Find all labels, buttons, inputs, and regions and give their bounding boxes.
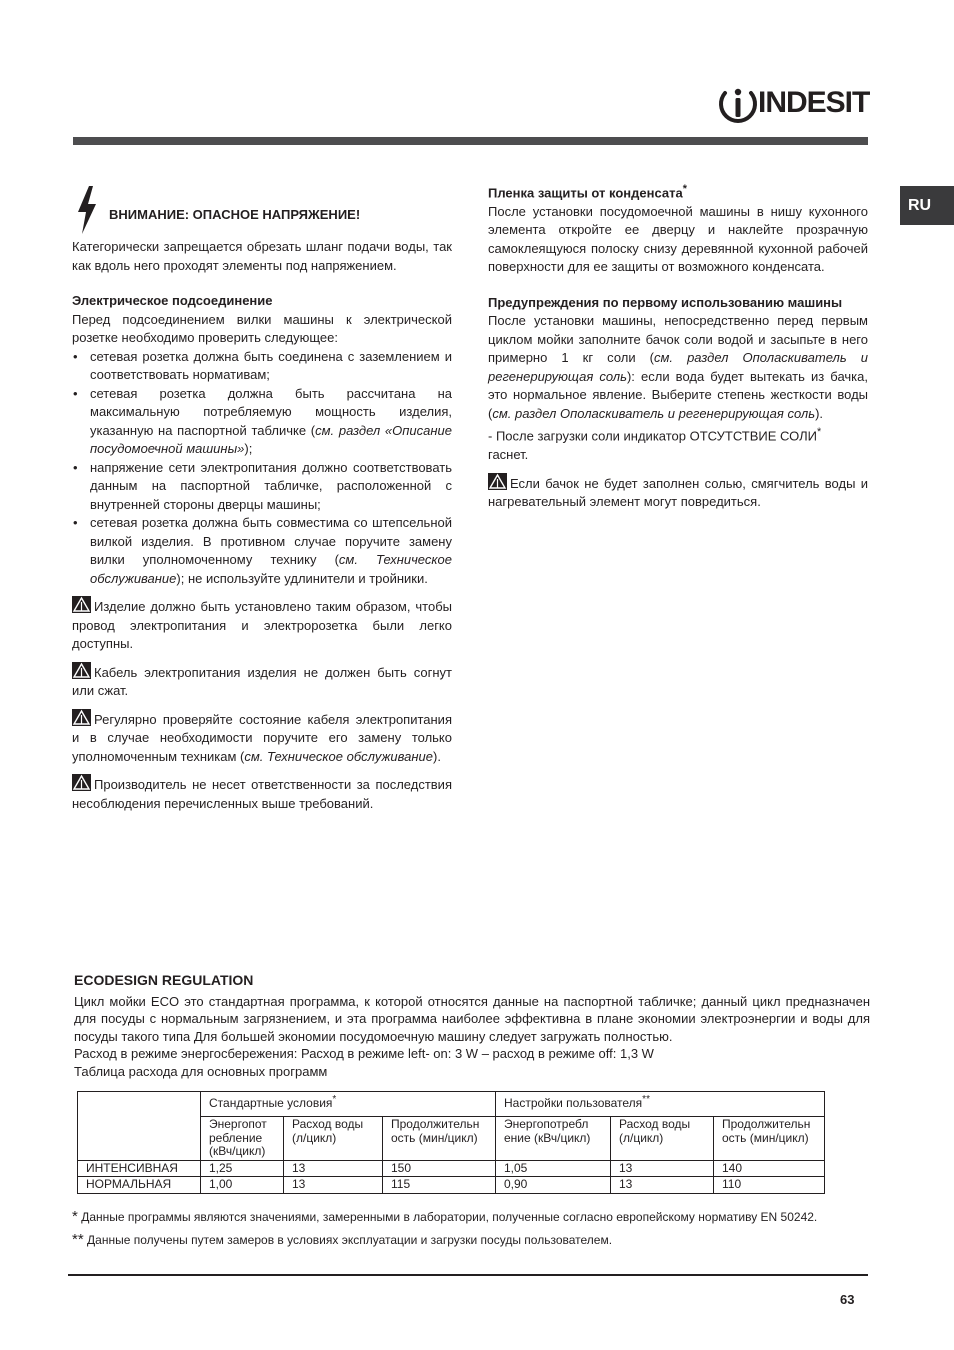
film-section-title: Пленка защиты от конденсата* xyxy=(488,183,687,201)
column-header: Расход воды (л/цикл) xyxy=(284,1117,383,1161)
warning-note: Производитель не несет ответственности за последствия несоблюдения перечисленных выше требований. xyxy=(72,774,452,813)
warning-triangle-icon xyxy=(72,662,91,679)
table-header-row xyxy=(78,1092,825,1117)
footnote: ** Данные получены путем замеров в условиях эксплуатации и загрузки посуды пользователем. xyxy=(72,1231,613,1248)
voltage-warning-title: ВНИМАНИЕ: ОПАСНОЕ НАПРЯЖЕНИЕ! xyxy=(109,207,361,222)
first-use-text: После установки машины, непосредственно перед первым циклом мойки заполните бачок соли водой и засыпьте в него примерно 1 кг соли (см. раздел Ополаскиватель и регенерирующая соль): если вода будет вытекать из бачка, это нормальное явление. Выберите степень жесткости воды (см. раздел Ополаскиватель и регенерирующая соль). xyxy=(488,313,868,421)
column-header: Продолжительн ость (мин/цикл) xyxy=(714,1117,825,1161)
table-corner-cell xyxy=(78,1092,201,1161)
warning-note: Изделие должно быть установлено таким образом, чтобы провод электропитания и электророзетка были легко доступны. xyxy=(72,596,452,654)
warning-triangle-icon xyxy=(72,774,91,791)
program-name: НОРМАЛЬНАЯ xyxy=(78,1177,201,1194)
table-cell: 140 xyxy=(714,1160,825,1177)
voltage-warning-heading xyxy=(72,186,452,238)
table-cell: 13 xyxy=(284,1160,383,1177)
list-item: • напряжение сети электропитания должно соответствовать данным на паспортной табличке, расположенной с внутренней стороны дверцы машины; xyxy=(72,459,452,515)
footnote: * Данные программы являются значениями, замеренными в лаборатории, полученные согласно европейскому нормативу EN 50242. xyxy=(72,1208,818,1225)
warning-note: Кабель электропитания изделия не должен быть согнут или сжат. xyxy=(72,662,452,701)
standard-conditions-header: Стандартные условия* xyxy=(201,1092,496,1117)
table-cell: 1,05 xyxy=(496,1160,611,1177)
indesit-logo xyxy=(718,84,870,126)
program-name: ИНТЕНСИВНАЯ xyxy=(78,1160,201,1177)
list-item: • сетевая розетка должна быть рассчитана на максимальную потребляемую мощность изделия, указанную на паспортной табличке (см. раздел «Описание посудомоечной машины»); xyxy=(72,385,452,459)
ecodesign-paragraph: Цикл мойки ECO это стандартная программа, к которой относятся данные на паспортной табличке; данный цикл предназначен для посуды с нормальным загрязнением, и эта программа наиболее эффективна в плане экономии электроэнергии и воды для посуды такого типа Для большей экономии посудомоечную машину следует загружать полностью. xyxy=(74,993,870,1044)
ecodesign-section xyxy=(74,972,870,1081)
first-use-title: Предупреждения по первому использованию машины xyxy=(488,294,843,310)
column-header: Продолжительн ость (мин/цикл) xyxy=(383,1117,496,1161)
table-row xyxy=(78,1177,825,1194)
warning-note: Если бачок не будет заполнен солью, смягчитель воды и нагревательный элемент могут повредиться. xyxy=(488,473,868,512)
list-item: • сетевая розетка должна быть соединена с заземлением и соответствовать нормативам; xyxy=(72,348,452,385)
standby-consumption: Расход в режиме энергосбережения: Расход в режиме left- on: 3 W – расход в режиме off: 1,3 W xyxy=(74,1046,654,1062)
left-column xyxy=(72,186,452,813)
warning-triangle-icon xyxy=(72,709,91,726)
column-header: Энергопот ребление (кВч/цикл) xyxy=(201,1117,284,1161)
indesit-logo-icon xyxy=(718,84,758,126)
electric-intro: Перед подсоединением вилки машины к электрической розетке необходимо проверить следующее: xyxy=(72,311,452,345)
electric-section-title: Электрическое подсоединение xyxy=(72,293,273,308)
table-cell: 115 xyxy=(383,1177,496,1194)
consumption-table xyxy=(77,1091,825,1194)
column-header: Расход воды (л/цикл) xyxy=(611,1117,714,1161)
warning-triangle-icon xyxy=(488,473,507,490)
table-row xyxy=(78,1160,825,1177)
salt-indicator-text: - После загрузки соли индикатор ОТСУТСТВИЕ СОЛИ* гаснет. xyxy=(488,426,822,463)
column-header: Энергопотребл ение (кВч/цикл) xyxy=(496,1117,611,1161)
lightning-bolt-icon xyxy=(76,186,98,234)
user-settings-header: Настройки пользователя** xyxy=(496,1092,825,1117)
page-number: 63 xyxy=(840,1292,855,1307)
warning-triangle-icon xyxy=(72,596,91,613)
language-tab: RU xyxy=(900,186,954,225)
table-cell: 110 xyxy=(714,1177,825,1194)
film-text: После установки посудомоечной машины в нишу кухонного элемента откройте ее дверцу и наклейте прозрачную самоклеящуюся полоску снизу деревянной кухонной рабочей поверхности для ее защиты от возможного конденсата. xyxy=(488,203,868,275)
list-item: • сетевая розетка должна быть совместима со штепсельной вилкой изделия. В противном случае поручите замену вилки уполномоченному технику (см. Техническое обслуживание); не используйте удлинители и тройники. xyxy=(72,514,452,588)
warning-note: Регулярно проверяйте состояние кабеля электропитания и в случае необходимости поручите его замену только уполномоченным техникам (см. Техническое обслуживание). xyxy=(72,709,452,767)
header-rule xyxy=(73,137,868,145)
footer-rule xyxy=(68,1274,868,1276)
ecodesign-title: ECODESIGN REGULATION xyxy=(74,972,254,988)
table-cell: 13 xyxy=(611,1177,714,1194)
table-cell: 1,25 xyxy=(201,1160,284,1177)
electric-checklist xyxy=(72,348,452,589)
table-caption: Таблица расхода для основных программ xyxy=(74,1063,328,1079)
table-cell: 0,90 xyxy=(496,1177,611,1194)
table-cell: 13 xyxy=(611,1160,714,1177)
table-cell: 150 xyxy=(383,1160,496,1177)
right-column xyxy=(488,180,868,512)
voltage-warning-text: Категорически запрещается обрезать шланг подачи воды, так как вдоль него проходят элементы под напряжением. xyxy=(72,239,452,273)
table-cell: 1,00 xyxy=(201,1177,284,1194)
table-cell: 13 xyxy=(284,1177,383,1194)
logo-wordmark: INDESIT xyxy=(758,86,870,119)
